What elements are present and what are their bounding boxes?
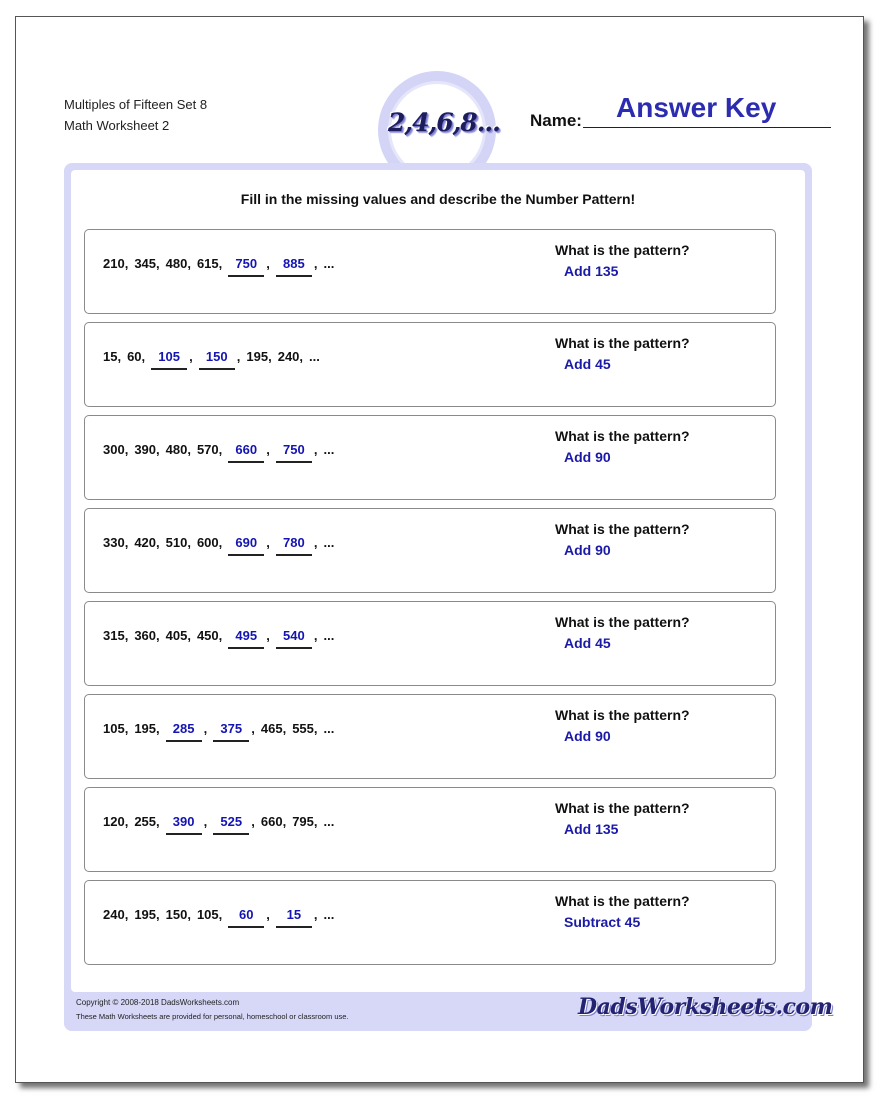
answer-blank: 660 xyxy=(228,442,264,463)
pattern-prompt: What is the pattern? xyxy=(555,521,690,537)
sequence-term: , xyxy=(203,721,208,736)
answer-blank: 690 xyxy=(228,535,264,556)
problem-box xyxy=(84,601,776,686)
sequence-term: , xyxy=(266,907,270,922)
answer-blank: 750 xyxy=(276,442,312,463)
sequence-term: ... xyxy=(323,535,335,550)
sequence-term: 150, xyxy=(165,907,191,922)
sequence-term: ... xyxy=(323,907,335,922)
number-sequence xyxy=(103,349,320,370)
problem-box xyxy=(84,694,776,779)
sequence-term: 240, xyxy=(103,907,129,922)
sequence-term: , xyxy=(236,349,241,364)
sequence-term: 660, xyxy=(260,814,287,829)
sequence-term: 210, xyxy=(103,256,129,271)
worksheet-title: Multiples of Fifteen Set 8 xyxy=(64,97,208,112)
sequence-term: , xyxy=(251,721,255,736)
sequence-term: 105, xyxy=(196,907,223,922)
sequence-term: 360, xyxy=(134,628,160,643)
sequence-term: 795, xyxy=(292,814,318,829)
answer-blank: 15 xyxy=(276,907,312,928)
pattern-answer: Add 90 xyxy=(564,542,611,558)
pattern-answer: Add 45 xyxy=(564,635,611,651)
problem-box xyxy=(84,508,776,593)
sequence-term: ... xyxy=(323,256,335,271)
problem-box xyxy=(84,880,776,965)
answer-blank: 375 xyxy=(213,721,249,742)
number-sequence xyxy=(103,907,334,928)
pattern-prompt: What is the pattern? xyxy=(555,242,690,258)
problem-box xyxy=(84,322,776,407)
logo-text: 2,4,6,8... xyxy=(388,108,500,137)
sequence-term: , xyxy=(313,256,318,271)
problem-box xyxy=(84,787,776,872)
number-sequence xyxy=(103,721,334,742)
answer-blank: 885 xyxy=(276,256,312,277)
number-sequence xyxy=(103,535,334,556)
sequence-term: , xyxy=(189,349,193,364)
pattern-answer: Add 135 xyxy=(564,263,619,279)
usage-notice: These Math Worksheets are provided for personal, homeschool or classroom use. xyxy=(76,1012,349,1021)
pattern-prompt: What is the pattern? xyxy=(555,707,690,723)
answer-blank: 105 xyxy=(151,349,187,370)
sequence-term: 255, xyxy=(134,814,160,829)
answer-blank: 390 xyxy=(166,814,202,835)
sequence-term: 330, xyxy=(103,535,129,550)
pattern-prompt: What is the pattern? xyxy=(555,428,690,444)
sequence-term: ... xyxy=(323,721,335,736)
sequence-term: 480, xyxy=(165,256,191,271)
pattern-prompt: What is the pattern? xyxy=(555,335,690,351)
sequence-term: ... xyxy=(323,442,335,457)
sequence-term: , xyxy=(313,907,318,922)
sequence-term: 15, xyxy=(103,349,122,364)
answer-key-label: Answer Key xyxy=(616,92,777,123)
answer-blank: 525 xyxy=(213,814,249,835)
number-sequence xyxy=(103,442,334,463)
sequence-term: 570, xyxy=(196,442,223,457)
pattern-prompt: What is the pattern? xyxy=(555,614,690,630)
sequence-term: 390, xyxy=(134,442,160,457)
sequence-term: 195, xyxy=(246,349,272,364)
sequence-term: , xyxy=(251,814,255,829)
answer-blank: 285 xyxy=(166,721,202,742)
copyright-text: Copyright © 2008-2018 DadsWorksheets.com xyxy=(76,998,240,1007)
sequence-term: 195, xyxy=(134,907,160,922)
pattern-prompt: What is the pattern? xyxy=(555,800,690,816)
sequence-term: 240, xyxy=(277,349,304,364)
sequence-term: , xyxy=(313,442,318,457)
problem-box xyxy=(84,415,776,500)
answer-blank: 540 xyxy=(276,628,312,649)
problem-box xyxy=(84,229,776,314)
number-sequence xyxy=(103,628,334,649)
sequence-term: 195, xyxy=(134,721,160,736)
sequence-term: 480, xyxy=(165,442,191,457)
pattern-prompt: What is the pattern? xyxy=(555,893,690,909)
name-label: Name: xyxy=(530,111,582,130)
sequence-term: 465, xyxy=(260,721,287,736)
sequence-term: , xyxy=(266,256,270,271)
pattern-answer: Subtract 45 xyxy=(564,914,641,930)
answer-blank: 60 xyxy=(228,907,264,928)
name-line xyxy=(583,127,831,128)
sequence-term: 105, xyxy=(103,721,129,736)
sequence-term: 315, xyxy=(103,628,129,643)
answer-blank: 750 xyxy=(228,256,264,277)
sequence-term: 120, xyxy=(103,814,129,829)
pattern-answer: Add 90 xyxy=(564,728,611,744)
worksheet-subtitle: Math Worksheet 2 xyxy=(64,118,170,133)
instructions: Fill in the missing values and describe the Number Pattern! xyxy=(240,191,636,207)
sequence-term: , xyxy=(266,442,270,457)
sequence-term: , xyxy=(266,535,270,550)
sequence-term: 510, xyxy=(165,535,191,550)
pattern-answer: Add 135 xyxy=(564,821,619,837)
sequence-term: 300, xyxy=(103,442,129,457)
sequence-term: , xyxy=(266,628,270,643)
sequence-term: 420, xyxy=(134,535,160,550)
sequence-term: 450, xyxy=(196,628,223,643)
sequence-term: ... xyxy=(323,814,335,829)
answer-blank: 150 xyxy=(199,349,235,370)
pattern-answer: Add 45 xyxy=(564,356,611,372)
number-sequence xyxy=(103,256,334,277)
sequence-term: 555, xyxy=(292,721,318,736)
sequence-term: 60, xyxy=(127,349,146,364)
sequence-term: ... xyxy=(323,628,335,643)
sequence-term: 615, xyxy=(196,256,223,271)
sequence-term: , xyxy=(203,814,208,829)
sequence-term: , xyxy=(313,628,318,643)
number-sequence xyxy=(103,814,334,835)
sequence-term: , xyxy=(313,535,318,550)
sequence-term: 600, xyxy=(196,535,223,550)
sequence-term: ... xyxy=(309,349,320,364)
sequence-term: 345, xyxy=(134,256,160,271)
answer-blank: 780 xyxy=(276,535,312,556)
brand-logo: DadsWorksheets.com xyxy=(578,994,833,1020)
sequence-term: 405, xyxy=(165,628,191,643)
pattern-answer: Add 90 xyxy=(564,449,611,465)
answer-blank: 495 xyxy=(228,628,264,649)
